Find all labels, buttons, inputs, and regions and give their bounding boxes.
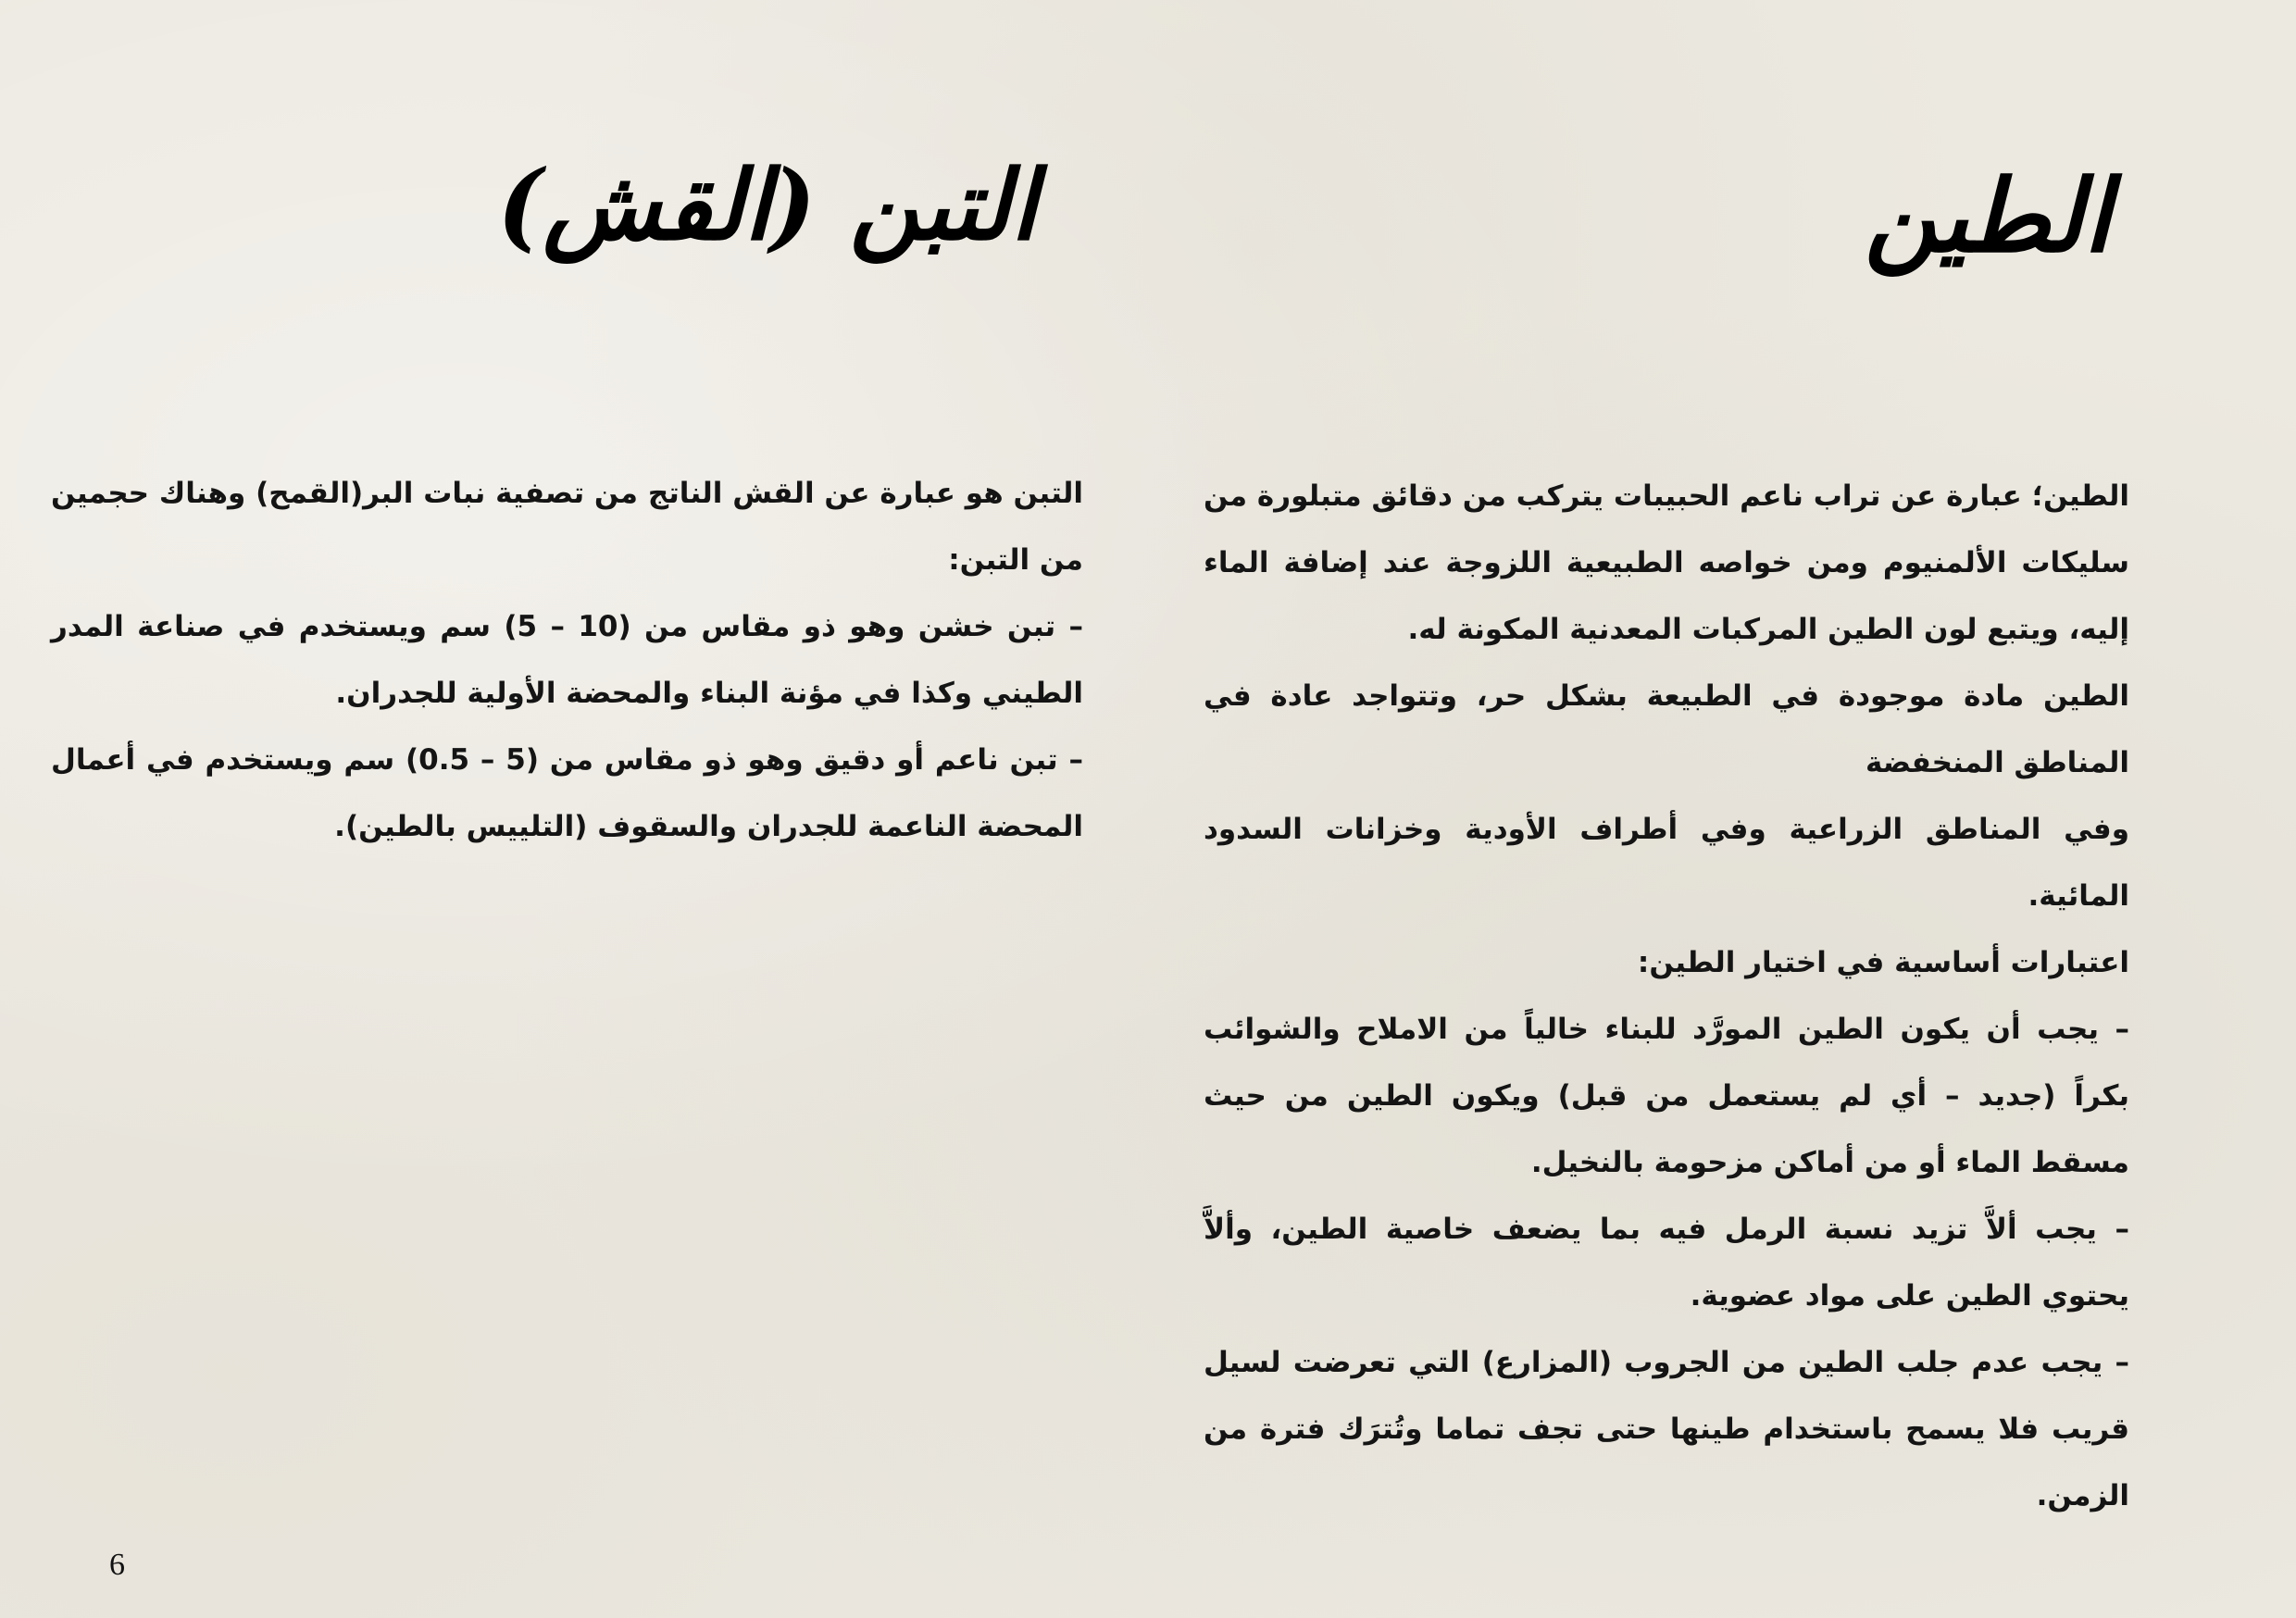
clay-paragraph: الطين مادة موجودة في الطبيعة بشكل حر، وتتواجد عادة في المناطق المنخفضة (1204, 679, 2129, 779)
clay-section-body (1204, 463, 2129, 1529)
clay-paragraph: وفي المناطق الزراعية وفي أطراف الأودية وخزانات السدود المائية. (1204, 813, 2129, 913)
straw-type-item: – تبن خشن وهو ذو مقاس من (10 – 5) سم ويستخدم في صناعة المدر الطيني وكذا في مؤنة البناء والمحضة الأولية للجدران. (51, 610, 1083, 710)
straw-section-title: التبن (القش) (497, 148, 1037, 262)
page-number: 6 (109, 1548, 125, 1582)
straw-section-body (51, 460, 1083, 860)
clay-criteria-item: – يجب عدم جلب الطين من الجروب (المزارع) التي تعرضت لسيل قريب فلا يسمح باستخدام طينها حتى تجف تماما وتُترَك فترة من الزمن. (1204, 1346, 2129, 1512)
clay-section-title: الطين (1864, 158, 2111, 275)
clay-paragraph: الطين؛ عبارة عن تراب ناعم الحبيبات يتركب من دقائق متبلورة من سليكات الألمنيوم ومن خواصه الطبيعية اللزوجة عند إضافة الماء إليه، ويتبع لون الطين المركبات المعدنية المكونة له. (1204, 479, 2129, 646)
clay-criteria-item: – يجب أن يكون الطين المورَّد للبناء خالياً من الاملاح والشوائب بكراً (جديد – أي لم يستعمل من قبل) ويكون الطين من حيث مسقط الماء أو من أماكن مزحومة بالنخيل. (1204, 1013, 2129, 1179)
straw-paragraph: التبن هو عبارة عن القش الناتج من تصفية نبات البر(القمح) وهناك حجمين من التبن: (51, 477, 1083, 577)
clay-criteria-item: – يجب ألاَّ تزيد نسبة الرمل فيه بما يضعف خاصية الطين، وألاَّ يحتوي الطين على مواد عضوية. (1204, 1213, 2129, 1313)
straw-type-item: – تبن ناعم أو دقيق وهو ذو مقاس من (5 – 0.5) سم ويستخدم في أعمال المحضة الناعمة للجدران والسقوف (التلييس بالطين). (51, 743, 1083, 843)
clay-criteria-heading: اعتبارات أساسية في اختيار الطين: (1637, 946, 2129, 979)
